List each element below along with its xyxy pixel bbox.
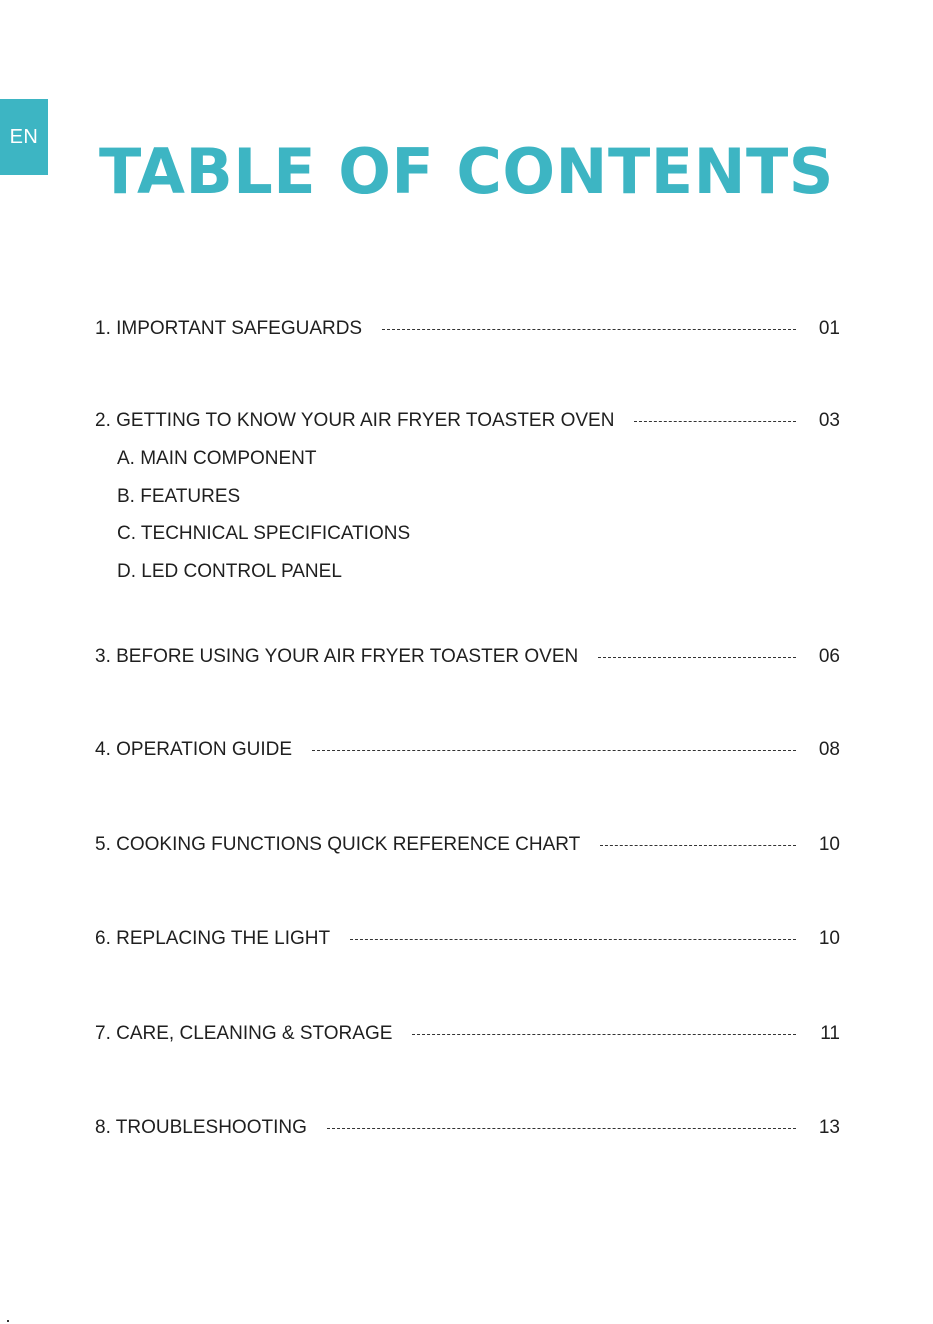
toc-sub-item-main-component[interactable]: A. MAIN COMPONENT	[117, 448, 317, 469]
dot-leader	[600, 845, 796, 846]
toc-entry-operation-guide[interactable]	[95, 737, 840, 763]
dot-leader	[350, 939, 796, 940]
dot-leader	[382, 329, 796, 330]
toc-entry-cooking-functions[interactable]	[95, 832, 840, 858]
toc-entry-safeguards[interactable]	[95, 316, 840, 342]
language-tab-label: EN	[9, 125, 39, 148]
toc-page-number: 01	[818, 318, 840, 339]
toc-entry-troubleshooting[interactable]	[95, 1115, 840, 1141]
toc-entry-label: 4. OPERATION GUIDE	[95, 739, 293, 760]
dot-leader	[598, 657, 796, 658]
toc-page-number: 13	[818, 1117, 840, 1138]
toc-entry-getting-to-know[interactable]	[95, 408, 840, 590]
toc-entry-label: 2. GETTING TO KNOW YOUR AIR FRYER TOASTER OVEN	[95, 410, 615, 431]
toc-page-number: 03	[818, 410, 840, 431]
dot-leader	[634, 421, 796, 422]
toc-sub-item-led-control-panel[interactable]: D. LED CONTROL PANEL	[117, 560, 342, 582]
dot-leader	[412, 1034, 796, 1035]
toc-entry-label: 7. CARE, CLEANING & STORAGE	[95, 1023, 393, 1044]
toc-entry-replacing-light[interactable]	[95, 926, 840, 952]
toc-entry-label: 5. COOKING FUNCTIONS QUICK REFERENCE CHART	[95, 834, 581, 855]
dot-leader	[327, 1128, 796, 1129]
page-title: TABLE OF CONTENTS	[99, 135, 834, 208]
toc-sub-item-features[interactable]: B. FEATURES	[117, 485, 241, 507]
page-mark	[7, 1320, 9, 1322]
toc-page-number: 08	[818, 739, 840, 760]
toc-entry-label: 1. IMPORTANT SAFEGUARDS	[95, 318, 363, 339]
toc-entry-before-using[interactable]	[95, 644, 840, 670]
toc-page-number: 10	[818, 834, 840, 855]
toc-entry-label: 8. TROUBLESHOOTING	[95, 1117, 307, 1138]
toc-page-number: 10	[818, 928, 840, 949]
toc-sub-item-technical-specifications[interactable]: C. TECHNICAL SPECIFICATIONS	[117, 523, 411, 544]
toc-sub-list	[95, 440, 840, 590]
toc-page-number: 11	[820, 1023, 840, 1044]
toc-entry-label: 6. REPLACING THE LIGHT	[95, 928, 331, 949]
toc-page-number: 06	[818, 646, 840, 667]
dot-leader	[312, 750, 796, 751]
toc-entry-care-cleaning[interactable]	[95, 1021, 840, 1047]
toc-entry-label: 3. BEFORE USING YOUR AIR FRYER TOASTER OVEN	[95, 646, 579, 667]
